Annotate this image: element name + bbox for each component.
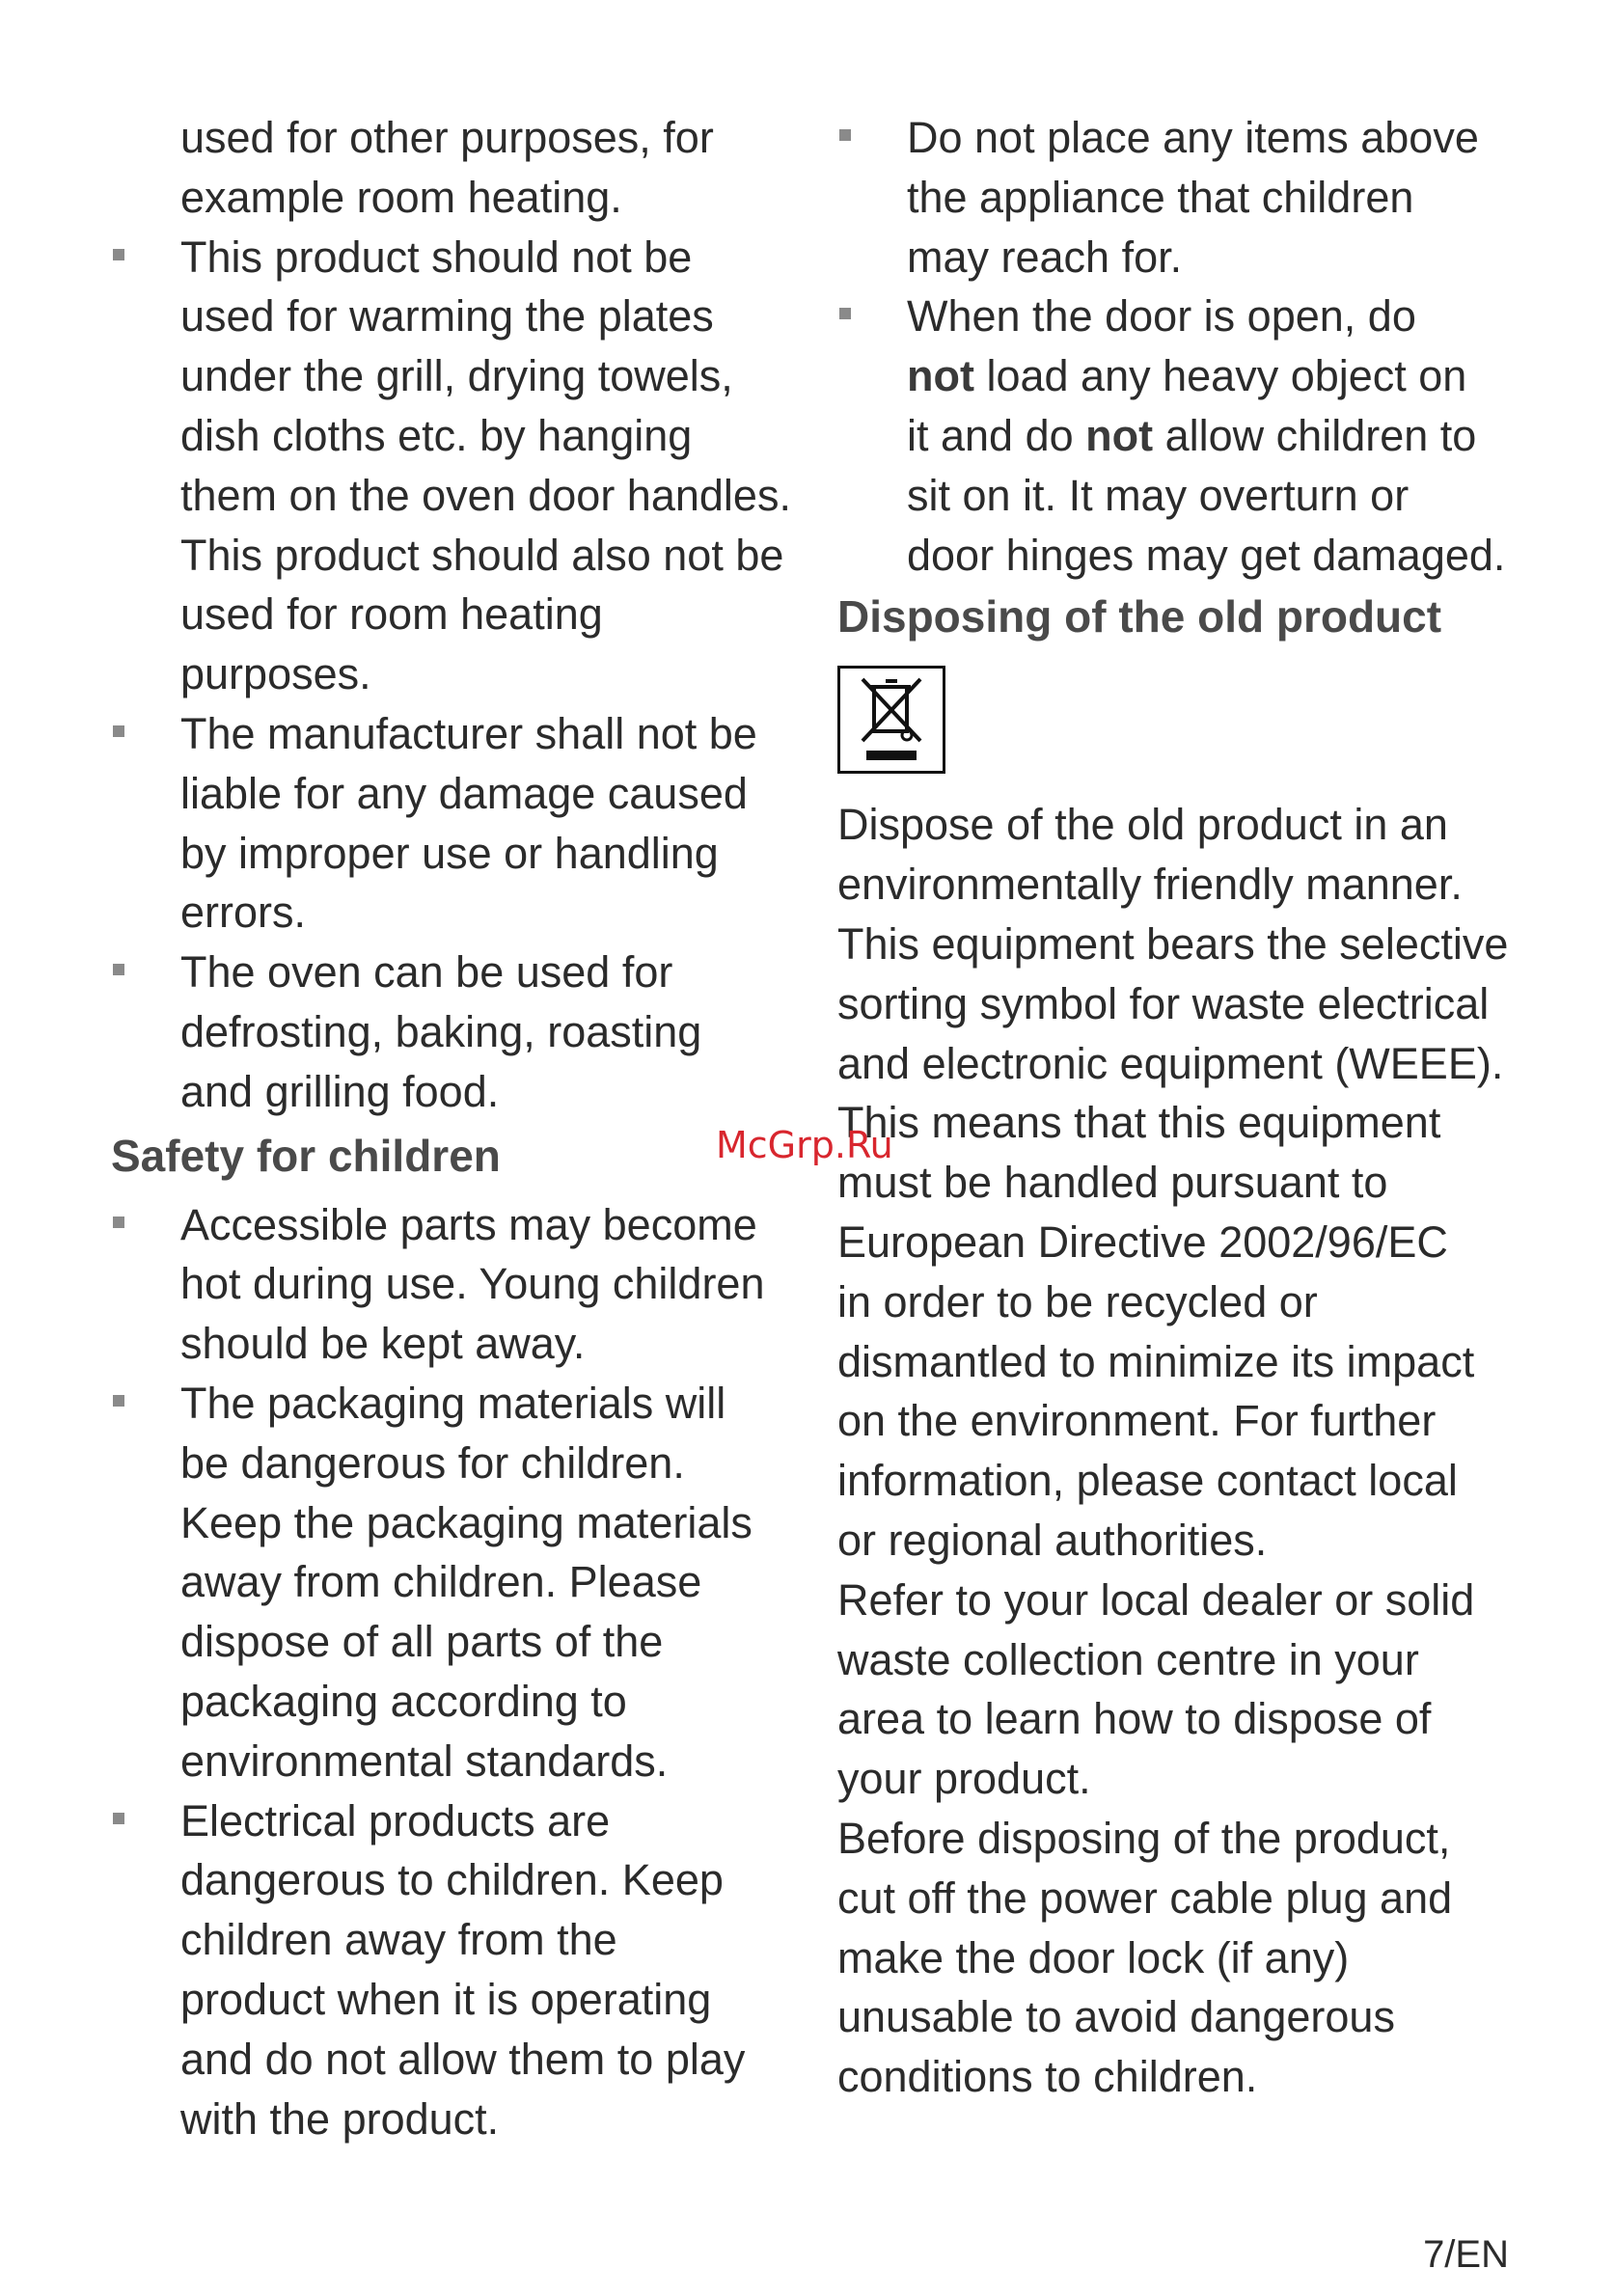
text-line: waste collection centre in your [837, 1634, 1419, 1684]
bullet-item [111, 704, 806, 943]
text-line: dispose of all parts of the [180, 1617, 664, 1667]
crossed-out-wheelie-bin-icon [837, 666, 945, 774]
text-line: the appliance that children [907, 172, 1414, 222]
continued-text [111, 108, 806, 228]
text-line: them on the oven door handles. [180, 470, 791, 520]
text-line: sorting symbol for waste electrical [837, 978, 1490, 1028]
text-line: When the door is open, do [907, 291, 1416, 342]
emphasis-not: not [907, 351, 974, 401]
text-line: children away from the [180, 1915, 617, 1965]
text-line: Refer to your local dealer or solid [837, 1574, 1475, 1625]
bullet-square-icon [113, 249, 124, 260]
bullet-item [111, 1195, 806, 1374]
text-line: example room heating. [180, 172, 622, 222]
text-line: used for room heating [180, 589, 603, 640]
text-line: This product should also not be [180, 530, 784, 580]
text-line: This equipment bears the selective [837, 918, 1509, 969]
text-line: in order to be recycled or [837, 1276, 1318, 1326]
text-line: environmentally friendly manner. [837, 860, 1463, 910]
text-line [907, 346, 1513, 406]
bullet-item [111, 1374, 806, 1791]
text-line: be dangerous for children. [180, 1437, 685, 1488]
text-span: it and do [907, 410, 1086, 460]
bullet-item [111, 228, 806, 704]
text-line: and grilling food. [180, 1066, 500, 1116]
bullet-item [111, 1791, 806, 2149]
paragraph-dispose [837, 795, 1513, 1570]
text-line: hot during use. Young children [180, 1259, 765, 1309]
bullet-item [837, 108, 1513, 287]
text-line: on the environment. For further [837, 1396, 1437, 1446]
emphasis-not: not [1085, 410, 1154, 460]
text-line: must be handled pursuant to [837, 1158, 1388, 1208]
text-line: This product should not be [180, 232, 693, 282]
text-line: product when it is operating [180, 1974, 712, 2024]
text-line: European Directive 2002/96/EC [837, 1216, 1448, 1267]
text-line: make the door lock (if any) [837, 1932, 1350, 1982]
text-line: The oven can be used for [180, 947, 673, 998]
bullet-square-icon [113, 964, 124, 975]
bullet-square-icon [113, 1216, 124, 1228]
page-number: 7/EN [1423, 2233, 1509, 2276]
text-line: door hinges may get damaged. [907, 530, 1506, 580]
text-line: away from children. Please [180, 1557, 702, 1607]
text-line: used for warming the plates [180, 291, 714, 342]
bullet-square-icon [113, 1395, 124, 1407]
text-line: information, please contact local [837, 1456, 1458, 1506]
text-line: or regional authorities. [837, 1515, 1268, 1565]
text-line: with the product. [180, 2093, 500, 2144]
text-line: The manufacturer shall not be [180, 708, 757, 758]
text-line: dangerous to children. Keep [180, 1855, 724, 1905]
text-line: cut off the power cable plug and [837, 1872, 1453, 1923]
left-column [111, 108, 806, 2148]
text-line: Before disposing of the product, [837, 1813, 1451, 1863]
bullet-item [111, 943, 806, 1121]
text-line: Accessible parts may become [180, 1199, 757, 1249]
bullet-square-icon [113, 1813, 124, 1824]
text-line: defrosting, baking, roasting [180, 1006, 702, 1056]
text-line: conditions to children. [837, 2052, 1258, 2102]
bullet-square-icon [839, 129, 851, 141]
text-line: purposes. [180, 649, 371, 699]
text-line: unusable to avoid dangerous [837, 1992, 1395, 2042]
paragraph-before-disposing [837, 1809, 1513, 2107]
text-line: your product. [837, 1754, 1091, 1804]
text-line: by improper use or handling [180, 828, 719, 878]
text-span: load any heavy object on [973, 351, 1467, 401]
section-heading-disposing: Disposing of the old product [837, 591, 1442, 642]
text-line: Do not place any items above [907, 113, 1479, 162]
text-line: dish cloths etc. by hanging [180, 410, 693, 460]
text-line: errors. [180, 888, 307, 938]
text-line: liable for any damage caused [180, 768, 748, 818]
text-line: packaging according to [180, 1676, 627, 1726]
text-line: environmental standards. [180, 1736, 669, 1786]
watermark: McGrp.Ru [716, 1124, 893, 1166]
text-line: Electrical products are [180, 1795, 611, 1845]
text-line: This means that this equipment [837, 1098, 1441, 1148]
text-line [907, 406, 1513, 466]
bullet-item [837, 287, 1513, 585]
paragraph-dealer [837, 1571, 1513, 1809]
text-line: sit on it. It may overturn or [907, 470, 1410, 520]
text-span: allow children to [1153, 410, 1477, 460]
section-heading-safety-children: Safety for children [111, 1130, 501, 1181]
text-line: and do not allow them to play [180, 2034, 746, 2084]
text-line: and electronic equipment (WEEE). [837, 1038, 1504, 1088]
text-line: may reach for. [907, 232, 1183, 282]
right-column [837, 108, 1513, 2107]
text-line: dismantled to minimize its impact [837, 1336, 1475, 1386]
bullet-square-icon [113, 725, 124, 737]
text-line: Keep the packaging materials [180, 1497, 753, 1547]
text-line: under the grill, drying towels, [180, 351, 733, 401]
text-line: Dispose of the old product in an [837, 800, 1448, 850]
bullet-square-icon [839, 308, 851, 319]
text-line: The packaging materials will [180, 1378, 726, 1428]
text-line: should be kept away. [180, 1319, 586, 1369]
text-line: used for other purposes, for [180, 113, 714, 162]
text-line: area to learn how to dispose of [837, 1694, 1432, 1744]
